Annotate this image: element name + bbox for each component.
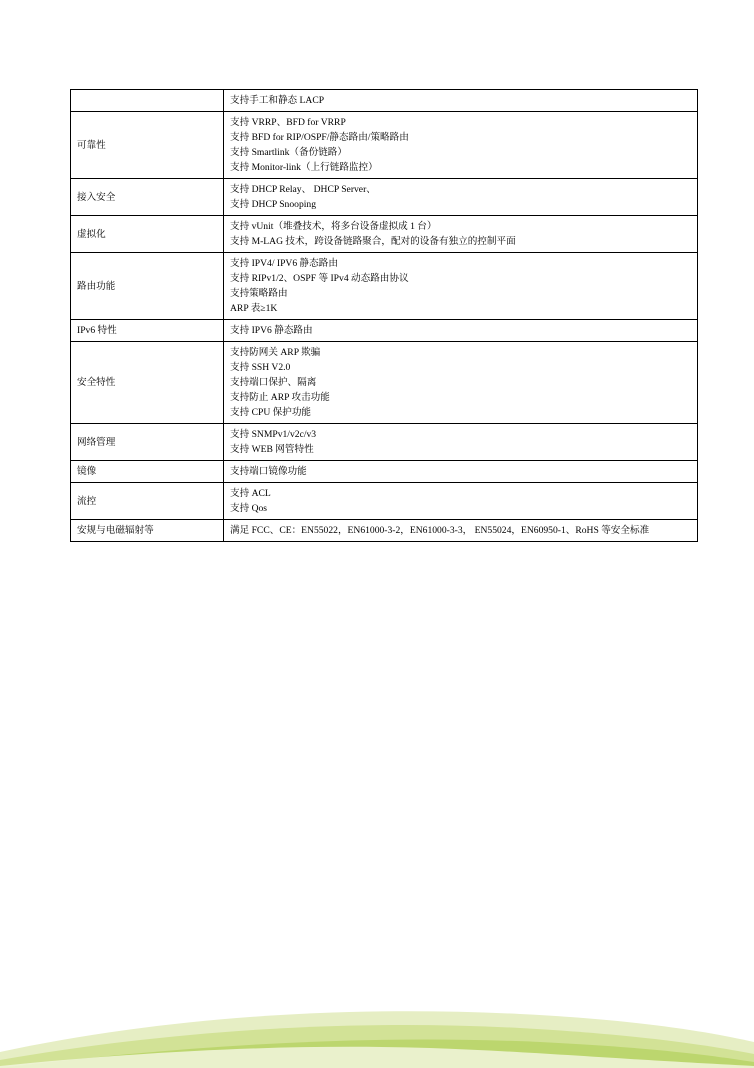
row-label xyxy=(71,179,224,216)
row-label-text: 镜像 xyxy=(77,466,97,477)
value-line: 支持 SSH V2.0 xyxy=(230,362,291,373)
row-label-text: 网络管理 xyxy=(77,436,116,448)
row-value xyxy=(224,520,698,542)
row-label-text: 接入安全 xyxy=(77,191,116,203)
value-line: 满足 FCC、CE：EN55022，EN61000-3-2，EN61000-3-3， EN55024，EN60950-1、RoHS 等安全标准 xyxy=(230,525,650,536)
value-line: 支持 VRRP、BFD for VRRP xyxy=(230,117,346,128)
table-row xyxy=(71,461,698,483)
row-label xyxy=(71,90,224,112)
row-label xyxy=(71,520,224,542)
row-value xyxy=(224,179,698,216)
row-label-text: 路由功能 xyxy=(77,280,116,292)
value-line: 支持 IPV4/ IPV6 静态路由 xyxy=(230,258,338,269)
row-label xyxy=(71,216,224,253)
swoosh-highlight xyxy=(0,1047,754,1068)
value-line: 支持 M-LAG 技术，跨设备链路聚合，配对的设备有独立的控制平面 xyxy=(230,236,516,247)
value-line: 支持 DHCP Relay、 DHCP Server、 xyxy=(230,184,376,195)
row-value xyxy=(224,424,698,461)
value-line: 支持端口保护、隔离 xyxy=(230,377,317,388)
table-row xyxy=(71,424,698,461)
row-label xyxy=(71,461,224,483)
table-row xyxy=(71,216,698,253)
row-label-text: 流控 xyxy=(77,495,97,507)
row-value xyxy=(224,320,698,342)
table-row xyxy=(71,112,698,179)
value-line: 支持手工和静态 LACP xyxy=(230,95,325,106)
value-line: 支持策略路由 xyxy=(230,288,288,299)
footer-decoration xyxy=(0,988,754,1068)
value-line: 支持防止 ARP 攻击功能 xyxy=(230,392,330,403)
footer-swoosh-graphic xyxy=(0,988,754,1068)
row-value xyxy=(224,253,698,320)
row-label xyxy=(71,320,224,342)
row-label xyxy=(71,424,224,461)
table-row xyxy=(71,483,698,520)
specification-table xyxy=(70,89,698,542)
value-line: 支持 DHCP Snooping xyxy=(230,199,317,210)
value-line: 支持 IPV6 静态路由 xyxy=(230,325,313,336)
table-row xyxy=(71,320,698,342)
row-value xyxy=(224,342,698,424)
value-line: 支持 Qos xyxy=(230,503,268,514)
value-line: 支持 Monitor-link（上行链路监控） xyxy=(230,162,378,173)
row-value xyxy=(224,483,698,520)
row-label xyxy=(71,253,224,320)
swoosh-dark xyxy=(0,1040,754,1068)
value-line: 支持 BFD for RIP/OSPF/静态路由/策略路由 xyxy=(230,132,409,143)
table-row xyxy=(71,253,698,320)
table-row xyxy=(71,342,698,424)
row-label-text: 安规与电磁辐射等 xyxy=(77,525,154,536)
value-line: 支持 Smartlink（备份链路） xyxy=(230,147,347,158)
row-label xyxy=(71,483,224,520)
row-label xyxy=(71,342,224,424)
value-line: 支持 RIPv1/2、OSPF 等 IPv4 动态路由协议 xyxy=(230,273,409,284)
value-line: 支持 vUnit（堆叠技术，将多台设备虚拟成 1 台） xyxy=(230,221,437,232)
swoosh-mid xyxy=(0,1025,754,1068)
row-value xyxy=(224,461,698,483)
row-label-text: 可靠性 xyxy=(77,139,106,151)
table-row xyxy=(71,179,698,216)
row-label-text: IPv6 特性 xyxy=(77,325,117,336)
value-line: 支持端口镜像功能 xyxy=(230,466,307,477)
value-line: 支持 ACL xyxy=(230,488,271,499)
row-value xyxy=(224,216,698,253)
value-line: ARP 表≥1K xyxy=(230,303,278,314)
value-line: 支持防网关 ARP 欺骗 xyxy=(230,347,321,358)
table-body xyxy=(71,90,698,542)
swoosh-light xyxy=(0,1011,754,1068)
row-value xyxy=(224,90,698,112)
row-label-text: 虚拟化 xyxy=(77,228,106,240)
table-row xyxy=(71,520,698,542)
table-row xyxy=(71,90,698,112)
row-label-text: 安全特性 xyxy=(77,377,116,388)
value-line: 支持 SNMPv1/v2c/v3 xyxy=(230,429,317,440)
value-line: 支持 CPU 保护功能 xyxy=(230,407,312,418)
value-line: 支持 WEB 网管特性 xyxy=(230,444,314,455)
row-label xyxy=(71,112,224,179)
row-value xyxy=(224,112,698,179)
